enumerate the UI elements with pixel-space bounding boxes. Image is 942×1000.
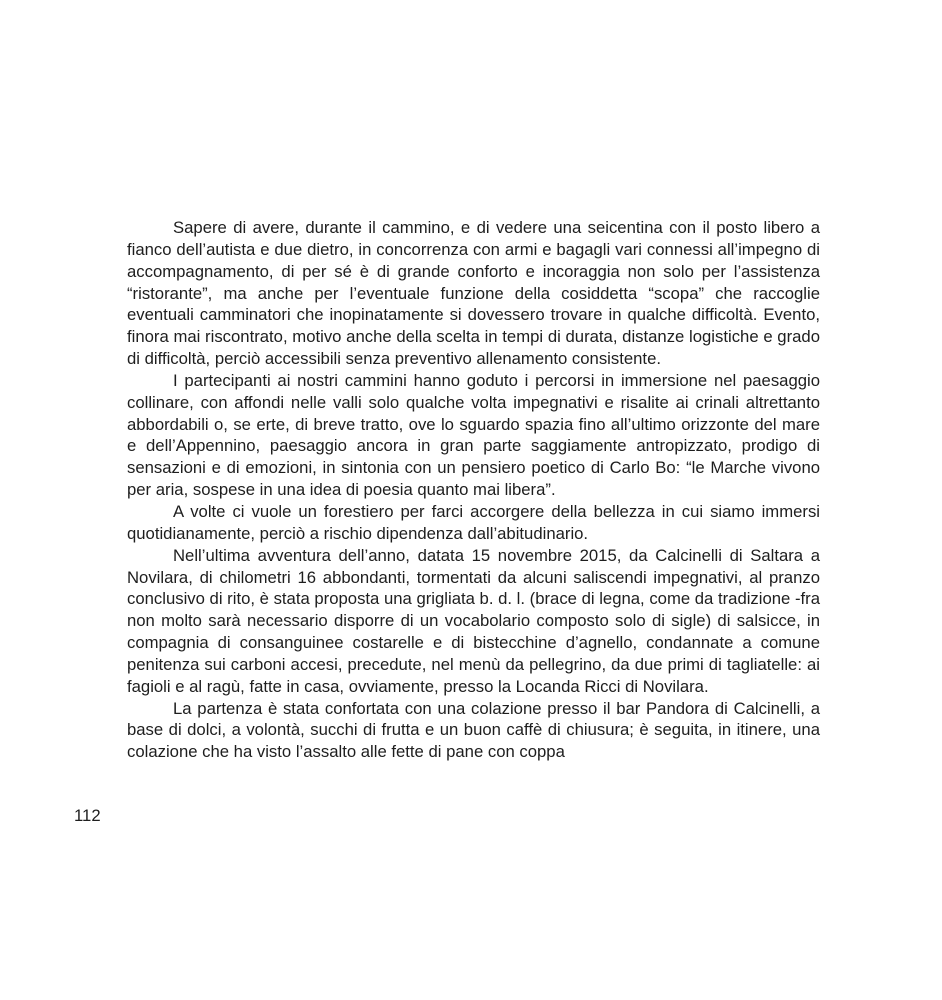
paragraph: La partenza è stata confortata con una colazione presso il bar Pandora di Calcinelli, a base di dolci, a volontà, succhi di frutta e un buon caffè di chiusura; è seguita, in itinere, una colazione che ha visto l’assalto alle fette di pane con coppa	[127, 698, 820, 762]
page-number: 112	[74, 806, 101, 825]
paragraph: I partecipanti ai nostri cammini hanno goduto i percorsi in immersione nel paesaggio collinare, con affondi nelle valli solo qualche volta impegnativi e risalite ai crinali altrettanto abbordabili o, se erte, di breve tratto, ove lo sguardo spazia fino all’ultimo orizzonte del mare e dell’Appennino, paesaggio ancora in gran parte saggiamente antropizzato, prodigo di sensazioni e di emozioni, in sintonia con un pensiero poetico di Carlo Bo: “le Marche vivono per aria, sospese in una idea di poesia quanto mai libera”.	[127, 370, 820, 500]
paragraph: A volte ci vuole un forestiero per farci accorgere della bellezza in cui siamo immersi quotidianamente, perciò a rischio dipendenza dall’abitudinario.	[127, 501, 820, 543]
text-block	[127, 217, 820, 763]
paragraph: Sapere di avere, durante il cammino, e di vedere una seicentina con il posto libero a fianco dell’autista e due dietro, in concorrenza con armi e bagagli vari connessi all’impegno di accompagnamento, di per sé è di grande conforto e incoraggia non solo per l’assistenza “ristorante”, ma anche per l’eventuale funzione della cosiddetta “scopa” che raccoglie eventuali camminatori che inopinatamente si dovessero trovare in qualche difficoltà. Evento, finora mai riscontrato, motivo anche della scelta in tempi di durata, distanze logistiche e grado di difficoltà, perciò accessibili senza preventivo allenamento consistente.	[127, 218, 820, 369]
paragraph: Nell’ultima avventura dell’anno, datata 15 novembre 2015, da Calcinelli di Saltara a Novilara, di chilometri 16 abbondanti, tormentati da alcuni saliscendi impegnativi, al pranzo conclusivo di rito, è stata proposta una grigliata b. d. l. (brace di legna, come da tradizione -fra non molto sarà necessario disporre di un vocabolario composto solo di sigle) di salsicce, in compagnia di consanguinee costarelle e di bistecchine d’agnello, condannate a comune penitenza sui carboni accesi, precedute, nel menù da pellegrino, da due primi di tagliatelle: ai fagioli e al ragù, fatte in casa, ovviamente, presso la Locanda Ricci di Novilara.	[127, 545, 820, 696]
